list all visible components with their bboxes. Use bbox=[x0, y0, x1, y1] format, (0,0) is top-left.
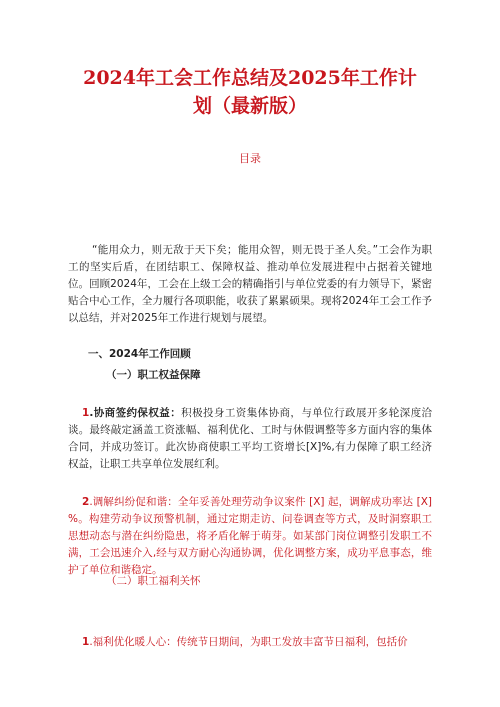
section-heading-review: 一、2024年工作回顾 bbox=[88, 348, 191, 360]
intro-paragraph: “能用众力，则无敌于天下矣；能用众智，则无畏于圣人矣。”工会作为职工的坚实后盾，在团结职工、保障权益、推动单位发展进程中占据着关键地位。回顾2024年，工会在上级工会的精确指引与单位党委的有力领导下，紧密贴合中心工作，全力履行各项职能，收获了累累硕果。现将2024年工会工作予以总结，并对2025年工作进行规划与展望。 bbox=[68, 244, 432, 324]
subsection-heading-welfare: （二）职工福利关怀 bbox=[106, 575, 201, 587]
item-text: 积极投身工资集体协商，与单位行政展开多轮深度洽谈。最终敲定涵盖工资涨幅、福利优化、工时与休假调整等多方面内容的集体合同，并成功签订。此次协商使职工平均工资增长[X]%,有力保障了职工经济权益，让职工共享单位发展红利。 bbox=[68, 407, 432, 470]
document-title-line-1: 2024年工会工作总结及2025年工作计 bbox=[83, 67, 417, 89]
document-title-line-2: 划（最新版） bbox=[192, 95, 307, 117]
rights-item-1 bbox=[68, 405, 432, 473]
rights-item-2 bbox=[68, 494, 432, 579]
item-lead: .协商签约保权益： bbox=[89, 407, 182, 419]
item-number: 2 bbox=[82, 496, 90, 508]
table-of-contents-link[interactable]: 目录 bbox=[239, 152, 261, 165]
item-number: 1 bbox=[82, 636, 90, 648]
subsection-heading-rights: （一）职工权益保障 bbox=[106, 369, 201, 381]
welfare-item-1 bbox=[68, 634, 432, 651]
item-number: 1 bbox=[82, 407, 90, 419]
item-text: .福利优化暖人心：传统节日期间，为职工发放丰富节日福利，包括价 bbox=[89, 636, 408, 648]
item-text: .调解纠纷促和谐：全年妥善处理劳动争议案件 [X] 起，调解成功率达 [X] %。构建劳动争议预警机制，通过定期走访、问卷调查等方式，及时洞察职工思想动态与潜在纠纷隐患，将矛盾化解于萌芽。如某部门岗位调整引发职工不满，工会迅速介入,经与双方耐心沟通协调，优化调整方案，成功平息事态，维护了单位和谐稳定。 bbox=[68, 496, 432, 576]
